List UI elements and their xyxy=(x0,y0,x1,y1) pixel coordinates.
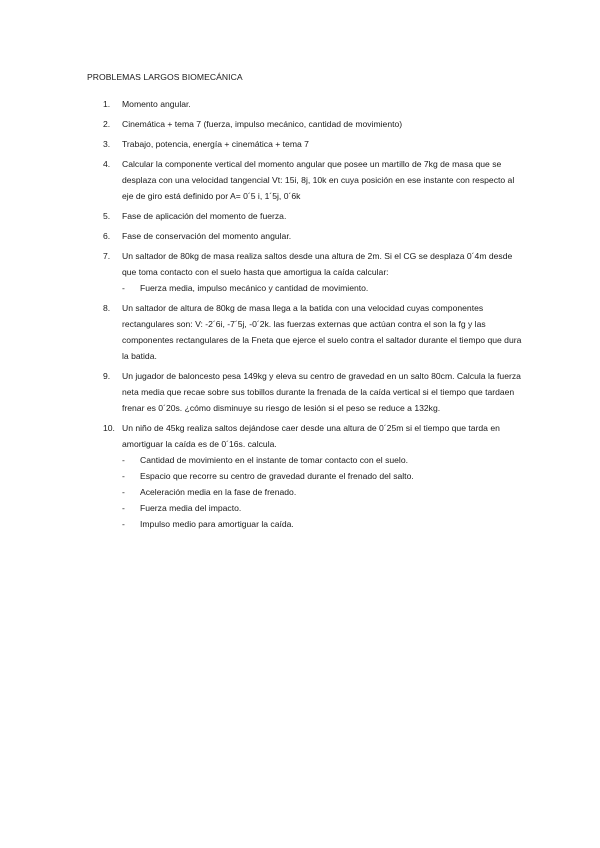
problem-item-2 xyxy=(0,116,600,132)
subitem xyxy=(0,500,600,516)
problem-item-7 xyxy=(0,248,600,296)
subitem xyxy=(0,452,600,468)
problem-number: 1. xyxy=(103,99,111,109)
problem-text: Cinemática + tema 7 (fuerza, impulso mecánico, cantidad de movimiento) xyxy=(122,119,403,129)
subitem xyxy=(0,468,600,484)
subitem-text: Cantidad de movimiento en el instante de tomar contacto con el suelo. xyxy=(140,455,408,465)
subitem xyxy=(0,484,600,500)
problem-text: Un jugador de baloncesto pesa 149kg y eleva su centro de gravedad en un salto 80cm. Calcula la fuerza neta media que recae sobre sus tobillos durante la frenada de la caída vertical si el tiempo que tardaen frenar es 0´20s. ¿cómo disminuye su riesgo de lesión si el peso se reduce a 132kg. xyxy=(122,371,521,413)
problem-item-8 xyxy=(0,300,600,364)
problem-number: 7. xyxy=(103,251,111,261)
problem-text: Un saltador de altura de 80kg de masa llega a la batida con una velocidad cuyas componentes rectangulares son: V: -2´6i, -7´5j, -0´2k. las fuerzas externas que actúan contra el son la fg y las componentes rectangulares de la Fneta que ejerce el suelo contra el saltador durante el tiempo que dura la batida. xyxy=(122,303,522,361)
problem-number: 2. xyxy=(103,119,111,129)
bullet-dash: - xyxy=(122,487,125,497)
bullet-dash: - xyxy=(122,283,125,293)
bullet-dash: - xyxy=(122,519,125,529)
bullet-dash: - xyxy=(122,455,125,465)
problem-item-4 xyxy=(0,156,600,204)
problem-number: 9. xyxy=(103,371,111,381)
problem-item-9 xyxy=(0,368,600,416)
subitem-list xyxy=(0,280,600,296)
subitem xyxy=(0,516,600,532)
problem-text: Trabajo, potencia, energía + cinemática + tema 7 xyxy=(122,139,309,149)
problem-item-6 xyxy=(0,228,600,244)
problem-text: Fase de conservación del momento angular. xyxy=(122,231,292,241)
problem-text: Un niño de 45kg realiza saltos dejándose caer desde una altura de 0´25m si el tiempo que tarda en amortiguar la caída es de 0´16s. calcula. xyxy=(122,423,500,449)
subitem-text: Impulso medio para amortiguar la caída. xyxy=(140,519,294,529)
problem-item-3 xyxy=(0,136,600,152)
subitem-text: Fuerza media, impulso mecánico y cantidad de movimiento. xyxy=(140,283,369,293)
subitem xyxy=(0,280,600,296)
problem-item-10 xyxy=(0,420,600,532)
subitem-text: Espacio que recorre su centro de gravedad durante el frenado del salto. xyxy=(140,471,414,481)
problem-text: Fase de aplicación del momento de fuerza. xyxy=(122,211,287,221)
problem-number: 8. xyxy=(103,303,111,313)
problem-text: Calcular la componente vertical del momento angular que posee un martillo de 7kg de masa que se desplaza con una velocidad tangencial Vt: 15i, 8j, 10k en cuya posición en ese instante con respecto al eje de giro está definido por A= 0´5 i, 1´5j, 0´6k xyxy=(122,159,515,201)
subitem-text: Aceleración media en la fase de frenado. xyxy=(140,487,297,497)
problem-text: Un saltador de 80kg de masa realiza saltos desde una altura de 2m. Si el CG se desplaza 0´4m desde que toma contacto con el suelo hasta que amortigua la caída calcular: xyxy=(122,251,513,277)
problem-text: Momento angular. xyxy=(122,99,191,109)
problem-item-5 xyxy=(0,208,600,224)
bullet-dash: - xyxy=(122,471,125,481)
problem-number: 3. xyxy=(103,139,111,149)
problem-number: 4. xyxy=(103,159,111,169)
problem-number: 5. xyxy=(103,211,111,221)
problem-list xyxy=(0,96,600,532)
bullet-dash: - xyxy=(122,503,125,513)
problem-item-1 xyxy=(0,96,600,112)
problem-number: 6. xyxy=(103,231,111,241)
document-title: PROBLEMAS LARGOS BIOMECÁNICA xyxy=(87,72,243,82)
subitem-list xyxy=(0,452,600,532)
problem-number: 10. xyxy=(103,423,115,433)
subitem-text: Fuerza media del impacto. xyxy=(140,503,242,513)
